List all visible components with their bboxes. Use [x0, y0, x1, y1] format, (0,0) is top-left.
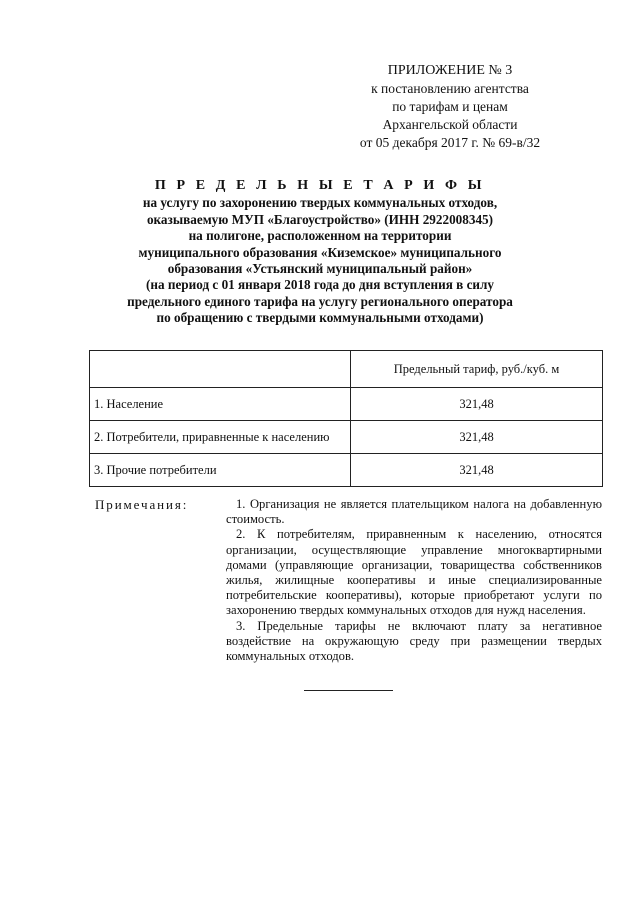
appendix-number: ПРИЛОЖЕНИЕ № 3 [387, 63, 513, 78]
document-title [40, 178, 600, 327]
title-line: оказываемую МУП «Благоустройство» (ИНН 2922008345) [146, 211, 494, 227]
table-row [90, 421, 603, 454]
notes-label: Примечания: [95, 497, 189, 512]
title-line: по обращению с твердыми коммунальными отходами) [156, 310, 484, 326]
tariff-table [89, 350, 603, 487]
title-line: (на период с 01 января 2018 года до дня вступления в силу [145, 277, 495, 293]
title-line: на полигоне, расположенном на территории [188, 228, 452, 244]
appendix-line: Архангельской области [382, 117, 518, 132]
category-cell: 2. Потребители, приравненные к населению [90, 421, 351, 454]
header-cell-tariff: Предельный тариф, руб./куб. м [351, 351, 603, 388]
note-item: 1. Организация не является плательщиком налога на добавленную стоимость. [226, 497, 602, 527]
tariff-cell: 321,48 [351, 421, 603, 454]
appendix-header [300, 62, 600, 152]
end-divider [304, 690, 393, 691]
appendix-line: от 05 декабря 2017 г. № 69-в/32 [359, 135, 541, 150]
table-row [90, 388, 603, 421]
appendix-line: по тарифам и ценам [392, 99, 508, 114]
note-item: 3. Предельные тарифы не включают плату за негативное воздействие на окружающую среду при размещении твердых коммунальных отходов. [226, 618, 602, 664]
tariff-cell: 321,48 [351, 388, 603, 421]
appendix-line: к постановлению агентства [371, 81, 529, 96]
main-title: П Р Е Д Е Л Ь Н Ы Е Т А Р И Ф Ы [154, 178, 486, 193]
notes-list [226, 497, 602, 664]
table-row [90, 454, 603, 487]
category-cell: 1. Население [90, 388, 351, 421]
category-cell: 3. Прочие потребители [90, 454, 351, 487]
tariff-cell: 321,48 [351, 454, 603, 487]
title-line: предельного единого тарифа на услугу регионального оператора [127, 293, 513, 309]
note-item: 2. К потребителям, приравненным к населению, относятся организации, осуществляющие управление многоквартирными домами (управляющие организации, товарищества собственников жилья, жилищные кооперативы и иные специализированные потребительские кооперативы), которые приобретают услуги по захоронению твердых коммунальных отходов для нужд населения. [226, 527, 602, 618]
title-line: образования «Устьянский муниципальный район» [167, 261, 473, 277]
title-line: на услугу по захоронению твердых коммунальных отходов, [142, 195, 498, 211]
table-header-row [90, 351, 603, 388]
header-cell-category [90, 351, 351, 388]
title-line: муниципального образования «Киземское» муниципального [138, 244, 502, 260]
